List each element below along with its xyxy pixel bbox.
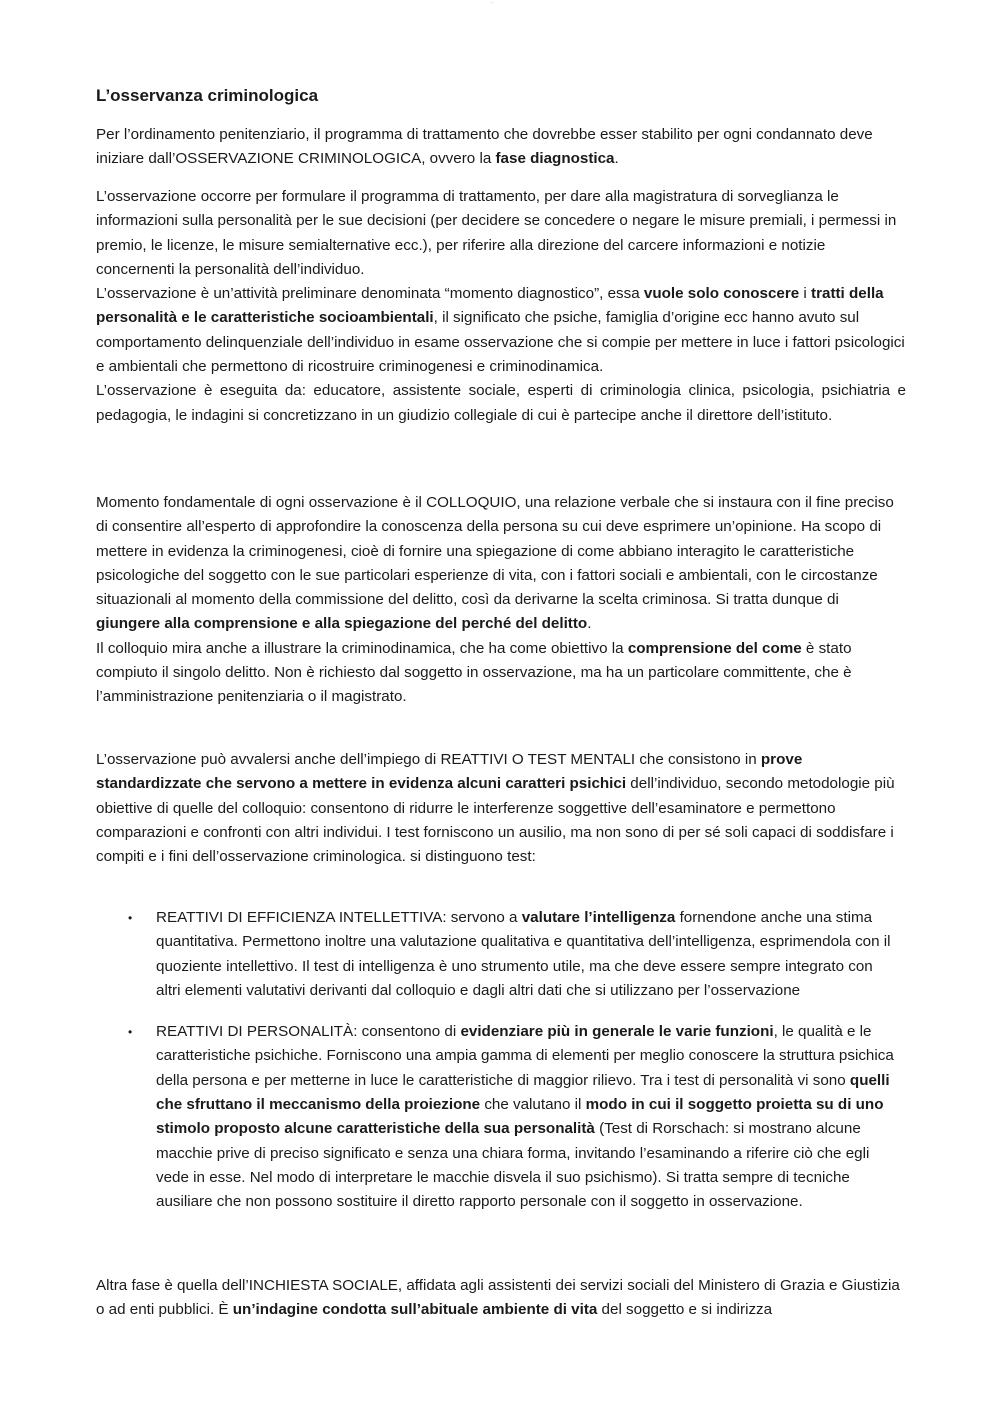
paragraph-colloquio (96, 491, 906, 710)
paragraph-inchiesta-sociale (96, 1274, 906, 1323)
colloquio-bold-2: comprensione del come (627, 639, 802, 657)
osservazione-sentence-2 (96, 282, 906, 379)
paragraph-intro (96, 123, 906, 172)
b1-bold: valutare l’intelligenza (521, 909, 676, 926)
test-list (96, 906, 906, 1215)
intro-end: . (614, 150, 619, 168)
osservazione-sentence-3: L’osservazione è eseguita da: educatore, assistente sociale, esperti di criminologia clinica, psicologia, psichiatria e pedagogia, le indagini si concretizzano in un giudizio collegiale di cui è partecipe anche il direttore dell’istituto. (96, 382, 906, 424)
b2-bold-2: quelli che sfruttano il meccanismo della proiezione (156, 1071, 890, 1114)
b2-bold-1: evidenziare più in generale le varie funzioni (460, 1023, 774, 1041)
b2-a: REATTIVI DI PERSONALITÀ: consentono di (156, 1023, 461, 1041)
test-c: dell’individuo, secondo metodologie più obiettive di quelle del colloquio: consentono di ridurre le interferenze soggettive dell’esaminatore e permettono comparazioni e confronti con altri individui. I test forniscono un ausilio, ma non sono di per sé soli capaci di soddisfare i compiti e i fini dell’osservazione criminologica. si distinguono test: (96, 775, 895, 866)
inchiesta-a: Altra fase è quella dell’INCHIESTA SOCIALE, affidata agli assistenti dei servizi sociali del Ministero di Grazia e Giustizia o ad enti pubblici. È (96, 1277, 900, 1319)
s2e: , il significato che psiche, famiglia d’origine ecc hanno avuto sul comportamento delinquenziale dell’individuo in esame osservazione che si compie per mettere in luce i fattori psicologici e ambientali che permettono di ricostruire criminogenesi e criminodinamica. (96, 309, 905, 376)
list-item (96, 1020, 901, 1214)
b2-c: , le qualità e le caratteristiche psichiche. Forniscono una ampia gamma di elementi per meglio conoscere la struttura psichica della persona e per metterne in luce le caratteristiche di maggior rilievo. Tra i test di personalità vi sono (156, 1023, 894, 1089)
s2a: L’osservazione è un’attività preliminare denominata “momento diagnostico”, essa (96, 285, 644, 303)
inchiesta-bold: un’indagine condotta sull’abituale ambiente di vita (232, 1301, 598, 1319)
paragraph-test-mentali (96, 748, 906, 869)
colloquio-d: Il colloquio mira anche a illustrare la criminodinamica, che ha come obiettivo la (96, 639, 628, 657)
b1-c: fornendone anche una stima quantitativa. Permettono inoltre una valutazione qualitativa e quantitativa dell’intelligenza, esprimendola con il quoziente intellettivo. Il test di intelligenza è uno strumento utile, ma che deve essere sempre integrato con altri elementi valutativi derivanti dal colloquio e dagli altri dati che si utilizzano per l’osservazione (156, 909, 891, 999)
colloquio-bold-1: giungere alla comprensione e alla spiegazione del perché del delitto (96, 615, 588, 633)
s2b: vuole solo conoscere (643, 285, 800, 303)
colloquio-a: Momento fondamentale di ogni osservazione è il COLLOQUIO, una relazione verbale che si instaura con il fine preciso di consentire all’esperto di approfondire la conoscenza della persona su cui deve esprimere un’opinione. Ha scopo di mettere in evidenza la criminogenesi, cioè di fornire una spiegazione di come abbiano interagito le caratteristiche psicologiche del soggetto con le sue particolari esperienze di vita, con i fattori sociali e ambientali, con le circostanze situazionali al momento della commissione del delitto, così da derivarne la scelta criminosa. Si tratta dunque di (96, 494, 894, 609)
list-item (96, 906, 901, 1003)
test-a: L’osservazione può avvalersi anche dell’impiego di REATTIVI O TEST MENTALI che consistono in (96, 751, 761, 768)
osservazione-sentence-1: L’osservazione occorre per formulare il programma di trattamento, per dare alla magistratura di sorveglianza le informazioni sulla personalità per le sue decisioni (per decidere se concedere o negare le misure premiali, i permessi in premio, le licenze, le misure semialternative ecc.), per riferire alla direzione del carcere informazioni e notizie concernenti la personalità dell’individuo. (96, 188, 897, 278)
s2c: i (799, 285, 812, 303)
intro-bold: fase diagnostica (495, 150, 615, 168)
colloquio-c: . (587, 615, 592, 633)
s2d: tratti della personalità e le caratteristiche socioambientali (96, 285, 884, 327)
test-bold: prove standardizzate che servono a mettere in evidenza alcuni caratteri psichici (96, 751, 803, 793)
b2-g: (Test di Rorschach: si mostrano alcune macchie prive di preciso significato e senza una chiara forma, invitando l’esaminando a riferire ciò che egli vede in esse. Nel modo di interpretare le macchie disvela il suo psichismo). Si tratta sempre di tecniche ausiliare che non possono sostituire il diretto rapporto personale con il soggetto in osservazione. (156, 1120, 870, 1211)
colloquio-f: è stato compiuto il singolo delitto. Non è richiesto dal soggetto in osservazione, ma ha un particolare committente, che è l’amministrazione penitenziaria o il magistrato. (96, 639, 852, 706)
bullet-icon: • (128, 911, 133, 925)
b2-bold-3: modo in cui il soggetto proietta su di uno stimolo proposto alcune caratteristiche della sua personalità (156, 1096, 884, 1138)
page-header-mark: — (490, 1, 493, 4)
inchiesta-c: del soggetto e si indirizza (597, 1301, 773, 1319)
b2-e: che valutano il (480, 1096, 586, 1114)
bullet-icon: • (128, 1025, 133, 1040)
intro-text: Per l’ordinamento penitenziario, il programma di trattamento che dovrebbe esser stabilito per ogni condannato deve iniziare dall’OSSERVAZIONE CRIMINOLOGICA, ovvero la (96, 126, 873, 168)
paragraph-osservazione (96, 185, 906, 428)
b1-a: REATTIVI DI EFFICIENZA INTELLETTIVA: servono a (156, 909, 522, 926)
document-title: L’osservanza criminologica (96, 86, 319, 105)
